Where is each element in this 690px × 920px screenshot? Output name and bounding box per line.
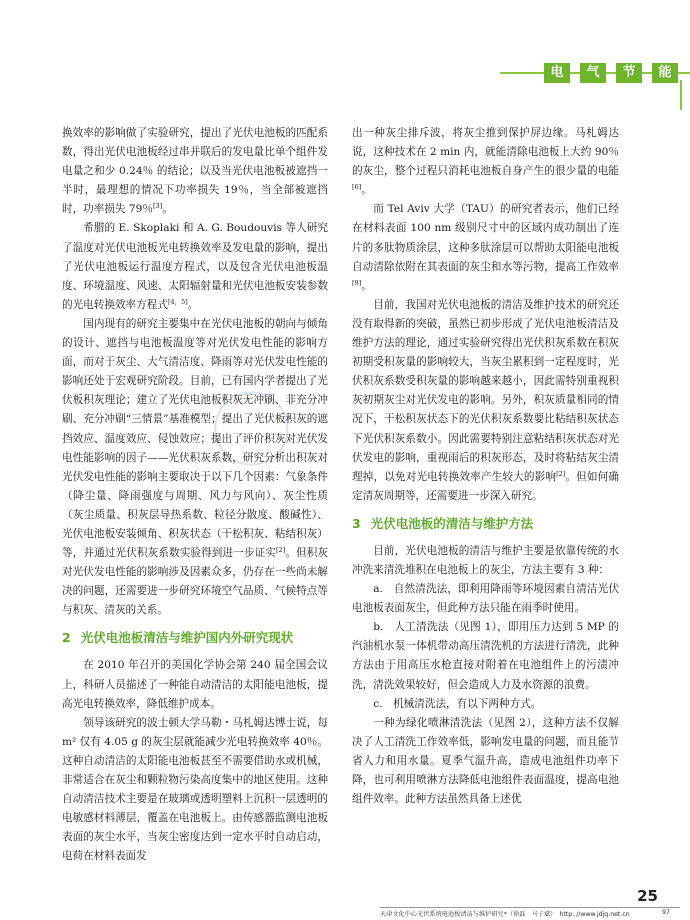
paragraph: 出一种灰尘排斥波，将灰尘推到保护屏边缘。马札姆达说，这种技术在 2 min 内，就能清除电池板上大约 90％ 的灰尘，整个过程只消耗电池板自身产生的很少量的电能[6]。 [352,127,619,197]
paragraph: 目前，我国对光伏电池板的清洁及维护技术的研究还没有取得新的突破，虽然已初步形成了光伏电池板清洁及维护方法的理论，通过实验研究得出光伏积灰系数在积灰初期受积灰量的影响较大，当灰尘累积到一定程度时，光伏积灰系数受积灰量的影响越来越小，因此需特别重视积灰初期灰尘对光伏发电的影响。另外，积灰质量相同的情况下，干松积灰状态下的光伏积灰系数要比粘结积灰状态下光伏积灰系数小。因此需要特别注意粘结积灰状态对光伏发电的影响，重视雨后的积灰形态，及时将粘结灰尘清理掉，以免对光电转换效率产生较大的影响[2]。但如何确定清灰周期等，还需要进一步深入研究。 [352,298,620,502]
paragraph: 国内现有的研究主要集中在光伏电池板的朝向与倾角的设计、遮挡与电池板温度等对光伏发电性能的影响方面，而对于灰尘、大气清洁度、降雨等对光伏发电性能的影响还处于宏观研究阶段。目前，已有国内学者提出了光伏板积灰理论；建立了光伏电池板积灰无冲刷、非充分冲刷、充分冲刷“三情景”基准模型；提出了光伏板积灰的遮挡效应、温度效应、侵蚀效应；提出了评价积灰对光伏发电性能影响的因子——光伏积灰系数，研究分析出积灰对光伏发电性能的影响主要取决于以下几个因素：气象条件（降尘量、降雨强度与周期、风力与风向）、灰尘性质（灰尘质量、积灰层导热系数、粒径分散度、酸碱性）、光伏电池板安装倾角、积灰状态（干松积灰、粘结积灰）等，并通过光伏积灰系数实验得到进一步证实[2]。但积灰对光伏发电性能的影响涉及因素众多，仍存在一些尚未解决的问题，还需要进一步研究环境空气品质、气候特点等与积灰、清灰的关系。 [62,317,328,617]
paragraph: 希腊的 E. Skoplaki 和 A. G. Boudouvis 等人研究了温度对光伏电池板光电转换效率及发电量的影响，提出了光伏电池板运行温度方程式，以及包含光伏电池板温度、环境温度、风速、太阳辐射量和光伏电池板安装参数的光电转换效率方程式[4，5]。 [62,222,328,311]
section-2-heading: 2 光伏电池板清洁与维护国内外研究现状 [62,630,294,646]
page-number: 25 [637,887,658,905]
section-banner [500,63,690,83]
right-column [352,124,619,809]
paragraph: 一种为绿化喷淋清洗法（见图 2），这种方法不仅解决了人工清洗工作效率低，影响发电量的问题，而且能节省人力和用水量。夏季气温升高，造成电池组件功率下降，也可利用喷淋方法降低电池组件表面温度，提高电池组件效率。此种方法虽然具备上述优 [352,716,619,806]
paragraph: 目前，光伏电池板的清洁与维护主要是依靠传统的水冲洗来清洗堆积在电池板上的灰尘，方法主要有 3 种： [352,544,619,576]
banner-char-2: 气 [580,63,606,83]
paragraph: 领导该研究的波士顿大学马勒・马札姆达博士说，每 m² 仅有 4.05 g 的灰尘层就能减少光电转换效率 40％。这种自动清洁的太阳能电池板甚至不需要借助水或机械，非常适合在灰尘和颗粒物污染高度集中的地区使用。这种自动清洁技术主要是在玻璃或透明塑料上沉积一层透明的电敏感材料薄层，覆盖在电池板上。由传感器监测电池板表面的灰尘水平，当灰尘密度达到一定水平时自动启动，电荷在材料表面发 [62,716,328,863]
list-item-c: c. 机械清洗法，有以下两种方式。 [373,697,542,710]
left-column [62,124,328,866]
paragraph: 换效率的影响做了实验研究，提出了光伏电池板的匹配系数，得出光伏电池板经过串并联后的发电量比单个组件发电量之和少 0.24％ 的结论；以及当光伏电池板被遮挡一半时，最理想的情况下功率损失 19％，当全部被遮挡时，功率损失 79％[3]。 [62,127,328,216]
banner-char-3: 节 [616,63,642,83]
banner-char-1: 电 [544,63,570,83]
paragraph: 而 Tel Aviv 大学（TAU）的研究者表示，他们已经在材料表面 100 nm 级别尺寸中的区域内成功制出了连片的多肽物质涂层，这种多肽涂层可以帮助太阳能电池板自动清除依附在其表面的灰尘和水等污物，提高工作效率[9]。 [352,203,619,292]
list-item-a: a. 自然清洗法，即利用降雨等环境因素自清洁光伏电池板表面灰尘，但此种方法只能在雨季时使用。 [352,583,619,615]
header-rule [680,80,682,110]
list-item-b: b. 人工清洗法（见图 1），即用压力达到 5 MP 的汽油机水泵一体机带动高压清洗机的方法进行清洗，此种方法由于用高压水枪直接对附着在电池组件上的污渍冲洗，清洗效果较好，但会造成人力及水资源的浪费。 [352,621,619,691]
paragraph: 在 2010 年召开的美国化学协会第 240 届全国会议上，科研人员描述了一种能自动清洁的太阳能电池板，提高光电转换效率，降低维护成本。 [62,659,328,710]
banner-char-4: 能 [652,63,678,83]
footer-rule [380,907,680,908]
section-3-heading: 3 光伏电池板的清洁与维护方法 [352,515,534,531]
page-footer [380,887,680,918]
footer-side-number: 97 [662,909,670,916]
footer-citation: 天津文化中心光伏系统电池板清洁与维护研究*（徐磊 马子斌） http: //www.jdjq.net.cn [380,911,630,918]
